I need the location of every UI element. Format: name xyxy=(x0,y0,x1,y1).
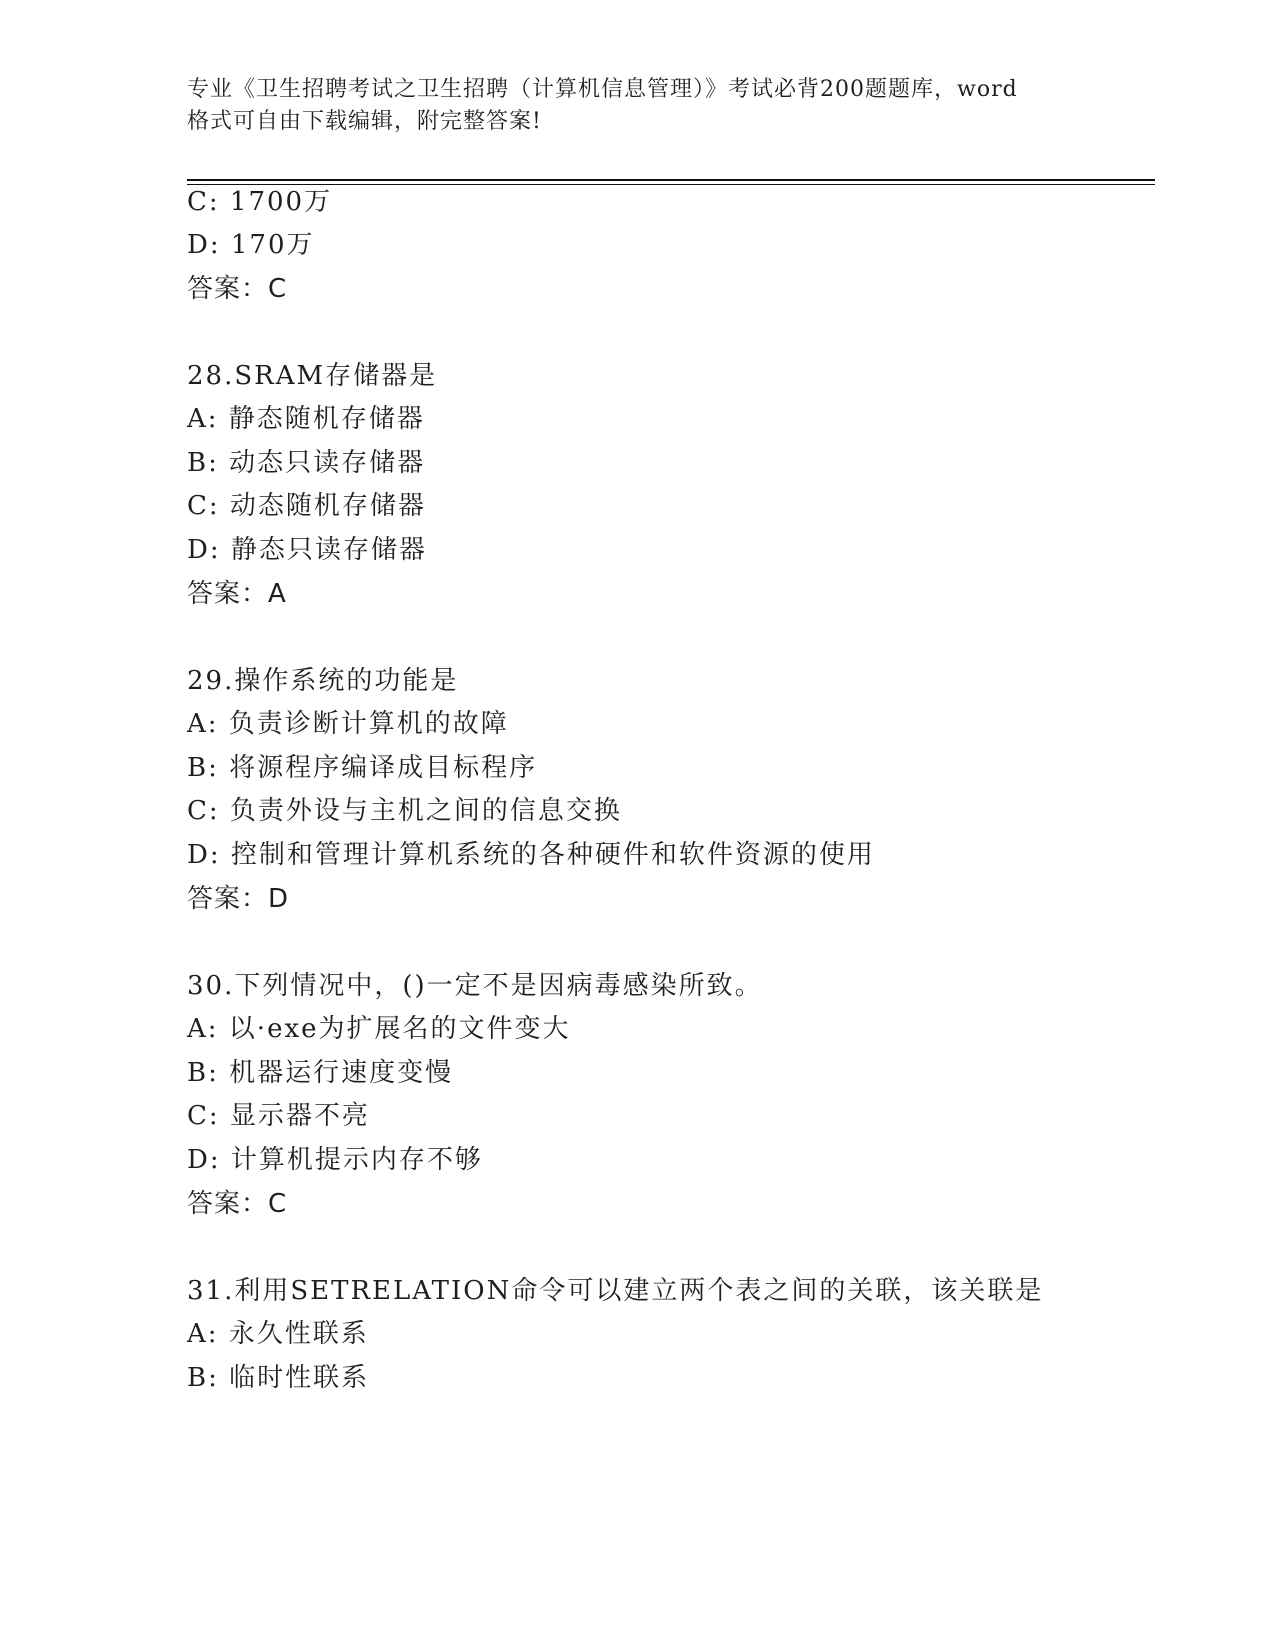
option-d: D: 静态只读存储器 xyxy=(187,535,427,565)
answer-line: 答案：C xyxy=(187,274,288,304)
option-a: A: 永久性联系 xyxy=(187,1319,369,1349)
header-divider-thick xyxy=(187,179,1155,181)
option-a: A: 以·exe为扩展名的文件变大 xyxy=(187,1014,571,1044)
option-c: C: 1700万 xyxy=(187,187,333,217)
option-c: C: 动态随机存储器 xyxy=(187,491,426,521)
option-d: D: 计算机提示内存不够 xyxy=(187,1145,483,1175)
question-stem: 28.SRAM存储器是 xyxy=(187,361,438,391)
option-b: B: 将源程序编译成目标程序 xyxy=(187,753,538,783)
option-c: C: 负责外设与主机之间的信息交换 xyxy=(187,796,622,826)
answer-line: 答案：C xyxy=(187,1189,288,1219)
header-line-2: 格式可自由下载编辑，附完整答案! xyxy=(187,109,542,134)
question-stem: 31.利用SETRELATION命令可以建立两个表之间的关联，该关联是 xyxy=(187,1276,1044,1306)
option-a: A: 静态随机存储器 xyxy=(187,404,425,434)
document-header xyxy=(187,74,1087,138)
question-stem: 30.下列情况中，()一定不是因病毒感染所致。 xyxy=(187,971,763,1001)
option-b: B: 临时性联系 xyxy=(187,1363,370,1393)
option-a: A: 负责诊断计算机的故障 xyxy=(187,709,509,739)
answer-line: 答案：D xyxy=(187,884,290,914)
option-d: D: 170万 xyxy=(187,230,315,260)
answer-line: 答案：A xyxy=(187,579,287,609)
option-d: D: 控制和管理计算机系统的各种硬件和软件资源的使用 xyxy=(187,840,875,870)
option-b: B: 动态只读存储器 xyxy=(187,448,426,478)
option-c: C: 显示器不亮 xyxy=(187,1101,370,1131)
header-divider-thin xyxy=(187,184,1155,185)
option-b: B: 机器运行速度变慢 xyxy=(187,1058,454,1088)
header-line-1: 专业《卫生招聘考试之卫生招聘（计算机信息管理）》考试必背200题题库，word xyxy=(187,77,1018,102)
question-stem: 29.操作系统的功能是 xyxy=(187,666,459,696)
